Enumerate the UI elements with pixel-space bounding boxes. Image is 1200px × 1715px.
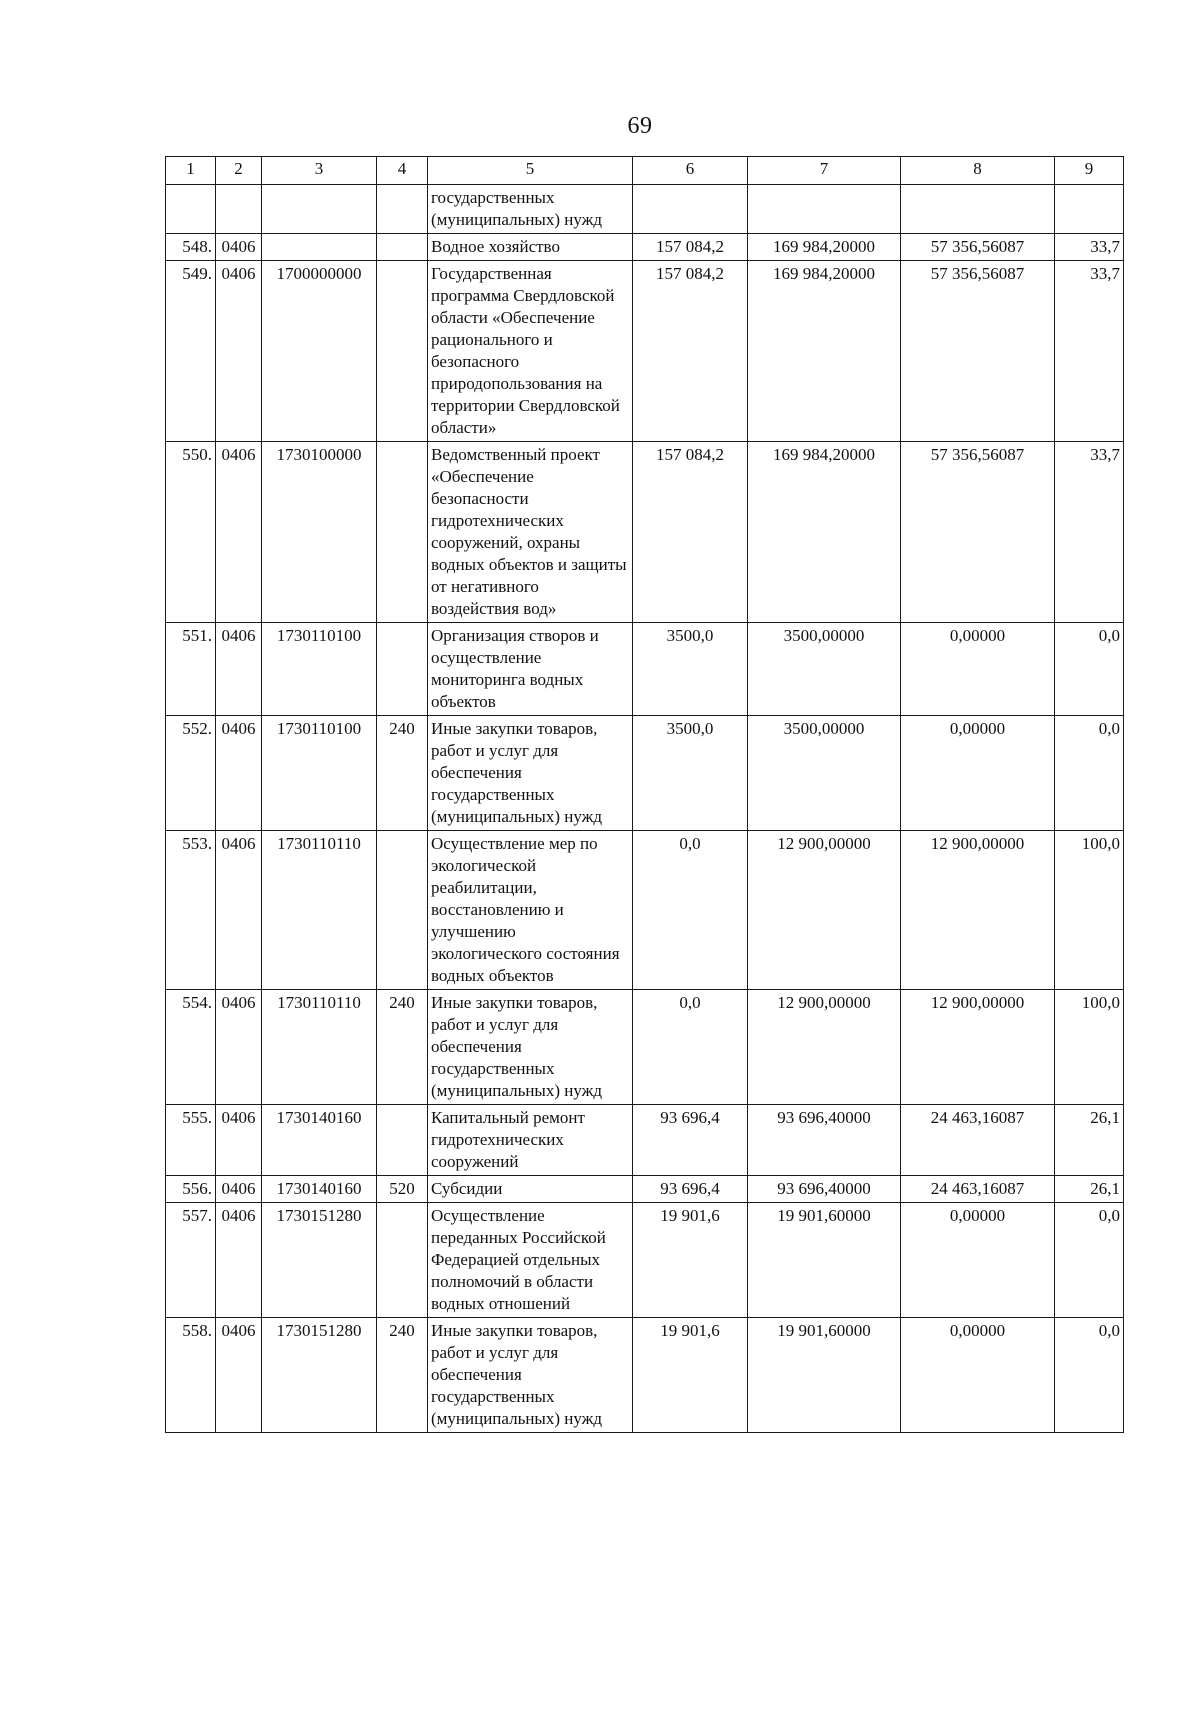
target-article-code: 1730140160	[262, 1105, 377, 1176]
value-col-7: 12 900,00000	[748, 990, 901, 1105]
value-col-9: 100,0	[1055, 831, 1124, 990]
target-article-code: 1700000000	[262, 261, 377, 442]
item-name: Иные закупки товаров, работ и услуг для обеспечения государственных (муниципальных) нужд	[428, 1318, 633, 1433]
expense-type-code	[377, 623, 428, 716]
item-name: Государственная программа Свердловской области «Обеспечение рационального и безопасного природопользования на территории Свердловской области»	[428, 261, 633, 442]
value-col-6: 3500,0	[633, 623, 748, 716]
expense-type-code	[377, 831, 428, 990]
expense-type-code: 240	[377, 1318, 428, 1433]
expense-type-code	[377, 442, 428, 623]
value-col-8: 0,00000	[901, 716, 1055, 831]
item-name: Иные закупки товаров, работ и услуг для обеспечения государственных (муниципальных) нужд	[428, 990, 633, 1105]
expense-type-code: 240	[377, 716, 428, 831]
section-code: 0406	[216, 716, 262, 831]
table-row	[166, 1105, 1124, 1176]
value-col-8: 12 900,00000	[901, 990, 1055, 1105]
value-col-6: 157 084,2	[633, 234, 748, 261]
column-header: 2	[216, 157, 262, 185]
value-col-7: 3500,00000	[748, 623, 901, 716]
table-body	[166, 157, 1124, 1433]
column-header: 9	[1055, 157, 1124, 185]
expense-type-code	[377, 234, 428, 261]
value-col-9: 0,0	[1055, 1318, 1124, 1433]
row-number: 549.	[166, 261, 216, 442]
expense-type-code: 240	[377, 990, 428, 1105]
target-article-code: 1730100000	[262, 442, 377, 623]
value-col-9: 0,0	[1055, 716, 1124, 831]
value-col-8	[901, 185, 1055, 234]
table-row	[166, 1318, 1124, 1433]
value-col-7: 19 901,60000	[748, 1318, 901, 1433]
target-article-code: 1730140160	[262, 1176, 377, 1203]
section-code: 0406	[216, 990, 262, 1105]
row-number: 554.	[166, 990, 216, 1105]
value-col-8: 24 463,16087	[901, 1176, 1055, 1203]
row-number	[166, 185, 216, 234]
expense-type-code	[377, 1203, 428, 1318]
column-header: 4	[377, 157, 428, 185]
expense-type-code	[377, 185, 428, 234]
value-col-8: 0,00000	[901, 1318, 1055, 1433]
value-col-6: 19 901,6	[633, 1203, 748, 1318]
value-col-6: 0,0	[633, 990, 748, 1105]
value-col-7: 93 696,40000	[748, 1105, 901, 1176]
item-name: Организация створов и осуществление мониторинга водных объектов	[428, 623, 633, 716]
column-header: 1	[166, 157, 216, 185]
budget-table	[165, 156, 1124, 1433]
value-col-8: 0,00000	[901, 1203, 1055, 1318]
table-row	[166, 990, 1124, 1105]
value-col-6: 19 901,6	[633, 1318, 748, 1433]
value-col-6: 157 084,2	[633, 442, 748, 623]
value-col-9: 0,0	[1055, 623, 1124, 716]
value-col-7: 169 984,20000	[748, 442, 901, 623]
item-name: Капитальный ремонт гидротехнических сооружений	[428, 1105, 633, 1176]
value-col-8: 57 356,56087	[901, 234, 1055, 261]
value-col-6: 93 696,4	[633, 1105, 748, 1176]
item-name: Иные закупки товаров, работ и услуг для обеспечения государственных (муниципальных) нужд	[428, 716, 633, 831]
row-number: 548.	[166, 234, 216, 261]
row-number: 558.	[166, 1318, 216, 1433]
section-code: 0406	[216, 1318, 262, 1433]
target-article-code: 1730110110	[262, 831, 377, 990]
row-number: 553.	[166, 831, 216, 990]
section-code: 0406	[216, 831, 262, 990]
value-col-9: 0,0	[1055, 1203, 1124, 1318]
value-col-7	[748, 185, 901, 234]
value-col-9: 33,7	[1055, 234, 1124, 261]
expense-type-code	[377, 1105, 428, 1176]
row-number: 557.	[166, 1203, 216, 1318]
column-header: 7	[748, 157, 901, 185]
value-col-6: 3500,0	[633, 716, 748, 831]
value-col-6: 93 696,4	[633, 1176, 748, 1203]
value-col-8: 24 463,16087	[901, 1105, 1055, 1176]
section-code: 0406	[216, 623, 262, 716]
table-row	[166, 234, 1124, 261]
section-code: 0406	[216, 261, 262, 442]
column-header: 8	[901, 157, 1055, 185]
target-article-code: 1730110110	[262, 990, 377, 1105]
expense-type-code	[377, 261, 428, 442]
value-col-8: 12 900,00000	[901, 831, 1055, 990]
value-col-7: 3500,00000	[748, 716, 901, 831]
column-header: 5	[428, 157, 633, 185]
row-number: 552.	[166, 716, 216, 831]
value-col-7: 169 984,20000	[748, 234, 901, 261]
target-article-code: 1730151280	[262, 1318, 377, 1433]
value-col-8: 57 356,56087	[901, 442, 1055, 623]
value-col-6	[633, 185, 748, 234]
value-col-9	[1055, 185, 1124, 234]
value-col-9: 26,1	[1055, 1105, 1124, 1176]
value-col-9: 100,0	[1055, 990, 1124, 1105]
target-article-code: 1730110100	[262, 623, 377, 716]
item-name: Водное хозяйство	[428, 234, 633, 261]
section-code: 0406	[216, 1176, 262, 1203]
section-code: 0406	[216, 1203, 262, 1318]
item-name: государственных (муниципальных) нужд	[428, 185, 633, 234]
value-col-8: 0,00000	[901, 623, 1055, 716]
value-col-8: 57 356,56087	[901, 261, 1055, 442]
table-row	[166, 442, 1124, 623]
section-code: 0406	[216, 1105, 262, 1176]
table-row	[166, 716, 1124, 831]
value-col-9: 33,7	[1055, 442, 1124, 623]
value-col-7: 12 900,00000	[748, 831, 901, 990]
table-row	[166, 185, 1124, 234]
page-number: 69	[627, 113, 653, 139]
row-number: 556.	[166, 1176, 216, 1203]
value-col-7: 93 696,40000	[748, 1176, 901, 1203]
value-col-9: 26,1	[1055, 1176, 1124, 1203]
value-col-6: 0,0	[633, 831, 748, 990]
row-number: 551.	[166, 623, 216, 716]
item-name: Осуществление переданных Российской Федерацией отдельных полномочий в области водных отношений	[428, 1203, 633, 1318]
value-col-6: 157 084,2	[633, 261, 748, 442]
table-row	[166, 623, 1124, 716]
expense-type-code: 520	[377, 1176, 428, 1203]
table-row	[166, 1203, 1124, 1318]
target-article-code	[262, 185, 377, 234]
table-row	[166, 261, 1124, 442]
table-row	[166, 831, 1124, 990]
section-code	[216, 185, 262, 234]
value-col-9: 33,7	[1055, 261, 1124, 442]
value-col-7: 169 984,20000	[748, 261, 901, 442]
table-header-row	[166, 157, 1124, 185]
item-name: Ведомственный проект «Обеспечение безопасности гидротехнических сооружений, охраны водных объектов и защиты от негативного воздействия вод»	[428, 442, 633, 623]
item-name: Субсидии	[428, 1176, 633, 1203]
row-number: 550.	[166, 442, 216, 623]
column-header: 3	[262, 157, 377, 185]
target-article-code	[262, 234, 377, 261]
column-header: 6	[633, 157, 748, 185]
item-name: Осуществление мер по экологической реабилитации, восстановлению и улучшению экологического состояния водных объектов	[428, 831, 633, 990]
table-row	[166, 1176, 1124, 1203]
row-number: 555.	[166, 1105, 216, 1176]
section-code: 0406	[216, 442, 262, 623]
value-col-7: 19 901,60000	[748, 1203, 901, 1318]
target-article-code: 1730151280	[262, 1203, 377, 1318]
section-code: 0406	[216, 234, 262, 261]
target-article-code: 1730110100	[262, 716, 377, 831]
